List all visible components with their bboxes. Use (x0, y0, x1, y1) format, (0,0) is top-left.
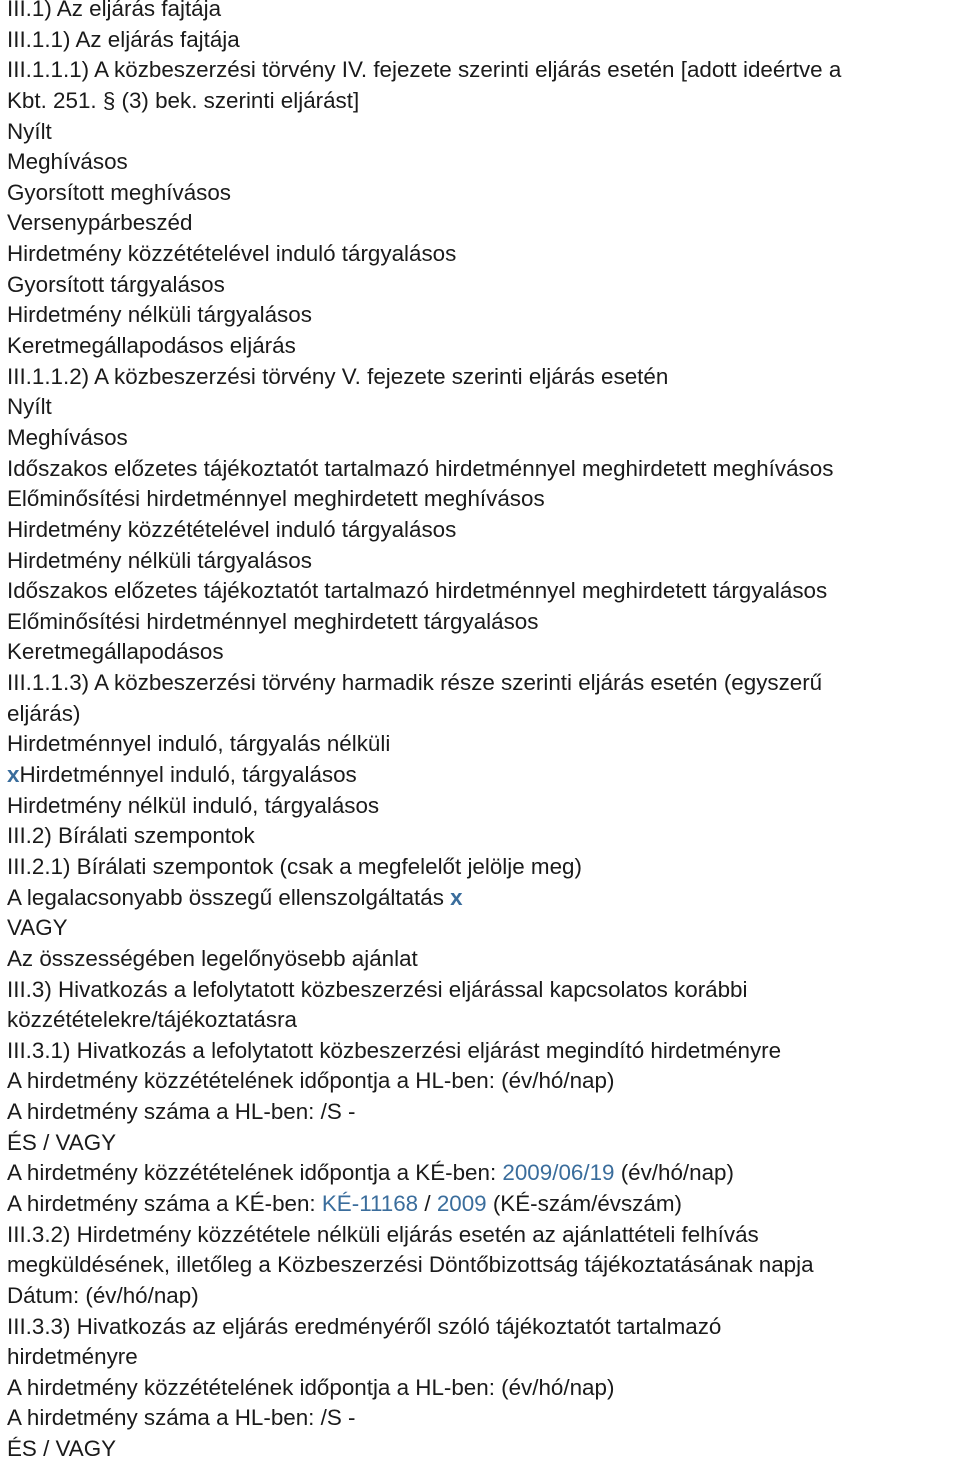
procedure-option: Időszakos előzetes tájékoztatót tartalmazó hirdetménnyel meghirdetett tárgyalásos (7, 578, 828, 604)
section-heading: III.1.1.3) A közbeszerzési törvény harmadik része szerinti eljárás esetén (egyszerű (7, 670, 823, 696)
ke-date-label: A hirdetmény közzétételének időpontja a KÉ-ben: (7, 1160, 503, 1186)
ke-number-value: KÉ-11168 (321, 1190, 419, 1216)
procedure-option: Hirdetmény közzétételével induló tárgyalásos (7, 241, 457, 267)
section-heading: III.3) Hivatkozás a lefolytatott közbeszerzési eljárással kapcsolatos korábbi (7, 976, 748, 1002)
text-line: VAGY (7, 915, 68, 941)
procedure-option: Keretmegállapodásos eljárás (7, 333, 296, 359)
text-line: A hirdetmény száma a HL-ben: /S - (7, 1405, 356, 1431)
text-line: megküldésének, illetőleg a Közbeszerzési Döntőbizottság tájékoztatásának napja (7, 1252, 814, 1278)
ke-number-format: (KÉ-szám/évszám) (486, 1190, 682, 1216)
ke-number-separator: / (418, 1190, 437, 1216)
procedure-option: Gyorsított meghívásos (7, 179, 231, 205)
ke-number-label: A hirdetmény száma a KÉ-ben: (7, 1190, 322, 1216)
text-line: A hirdetmény közzétételének időpontja a HL-ben: (év/hó/nap) (7, 1374, 615, 1400)
text-line: ÉS / VAGY (7, 1129, 117, 1155)
procedure-option: Hirdetmény nélkül induló, tárgyalásos (7, 792, 380, 818)
section-heading: III.1) Az eljárás fajtája (7, 0, 222, 21)
section-heading: III.3.1) Hivatkozás a lefolytatott közbeszerzési eljárást megindító hirdetményre (7, 1037, 782, 1063)
procedure-option: Nyílt (7, 394, 52, 420)
text-line: A hirdetmény száma a HL-ben: /S - (7, 1099, 356, 1125)
text-line: közzétételekre/tájékoztatásra (7, 1007, 297, 1033)
selected-mark: x (7, 762, 20, 788)
ke-year-value: 2009 (436, 1190, 487, 1216)
text-line: Kbt. 251. § (3) bek. szerinti eljárást] (7, 87, 360, 113)
ke-date-line (7, 1158, 955, 1189)
section-heading: III.1.1.2) A közbeszerzési törvény V. fejezete szerinti eljárás esetén (7, 363, 669, 389)
option-label: Hirdetménnyel induló, tárgyalásos (19, 762, 357, 788)
section-heading: III.1.1.1) A közbeszerzési törvény IV. fejezete szerinti eljárás esetén [adott ideértve a (7, 57, 842, 83)
procedure-option: Előminősítési hirdetménnyel meghirdetett tárgyalásos (7, 608, 539, 634)
procedure-option: Meghívásos (7, 424, 128, 450)
procedure-option: Előminősítési hirdetménnyel meghirdetett meghívásos (7, 486, 545, 512)
text-line: A hirdetmény közzétételének időpontja a HL-ben: (év/hó/nap) (7, 1068, 615, 1094)
procedure-option: Versenypárbeszéd (7, 210, 193, 236)
procedure-option-selected (7, 760, 955, 791)
procedure-option: Hirdetmény közzétételével induló tárgyalásos (7, 516, 457, 542)
ke-date-format: (év/hó/nap) (614, 1160, 734, 1186)
procedure-option: Hirdetménnyel induló, tárgyalás nélküli (7, 731, 391, 757)
criterion-label: A legalacsonyabb összegű ellenszolgáltatás (7, 884, 451, 910)
procedure-option: Keretmegállapodásos (7, 639, 224, 665)
text-line: ÉS / VAGY (7, 1436, 117, 1462)
selected-mark: x (450, 884, 463, 910)
procedure-option: Nyílt (7, 118, 52, 144)
procedure-option: Hirdetmény nélküli tárgyalásos (7, 302, 312, 328)
criterion-option-selected (7, 883, 955, 914)
document-body (7, 0, 955, 1465)
ke-date-value: 2009/06/19 (502, 1160, 615, 1186)
text-line: eljárás) (7, 700, 81, 726)
section-heading: III.2.1) Bírálati szempontok (csak a megfelelőt jelölje meg) (7, 853, 582, 879)
criterion-option: Az összességében legelőnyösebb ajánlat (7, 945, 418, 971)
text-line: Dátum: (év/hó/nap) (7, 1282, 199, 1308)
procedure-option: Gyorsított tárgyalásos (7, 271, 225, 297)
procedure-option: Hirdetmény nélküli tárgyalásos (7, 547, 312, 573)
section-heading: III.3.2) Hirdetmény közzététele nélküli eljárás esetén az ajánlattételi felhívás (7, 1221, 759, 1247)
section-heading: III.3.3) Hivatkozás az eljárás eredményéről szóló tájékoztatót tartalmazó (7, 1313, 722, 1339)
section-heading: III.2) Bírálati szempontok (7, 823, 255, 849)
section-heading: III.1.1) Az eljárás fajtája (7, 26, 240, 52)
ke-number-line (7, 1189, 955, 1220)
procedure-option: Meghívásos (7, 149, 128, 175)
procedure-option: Időszakos előzetes tájékoztatót tartalmazó hirdetménnyel meghirdetett meghívásos (7, 455, 834, 481)
text-line: hirdetményre (7, 1344, 138, 1370)
